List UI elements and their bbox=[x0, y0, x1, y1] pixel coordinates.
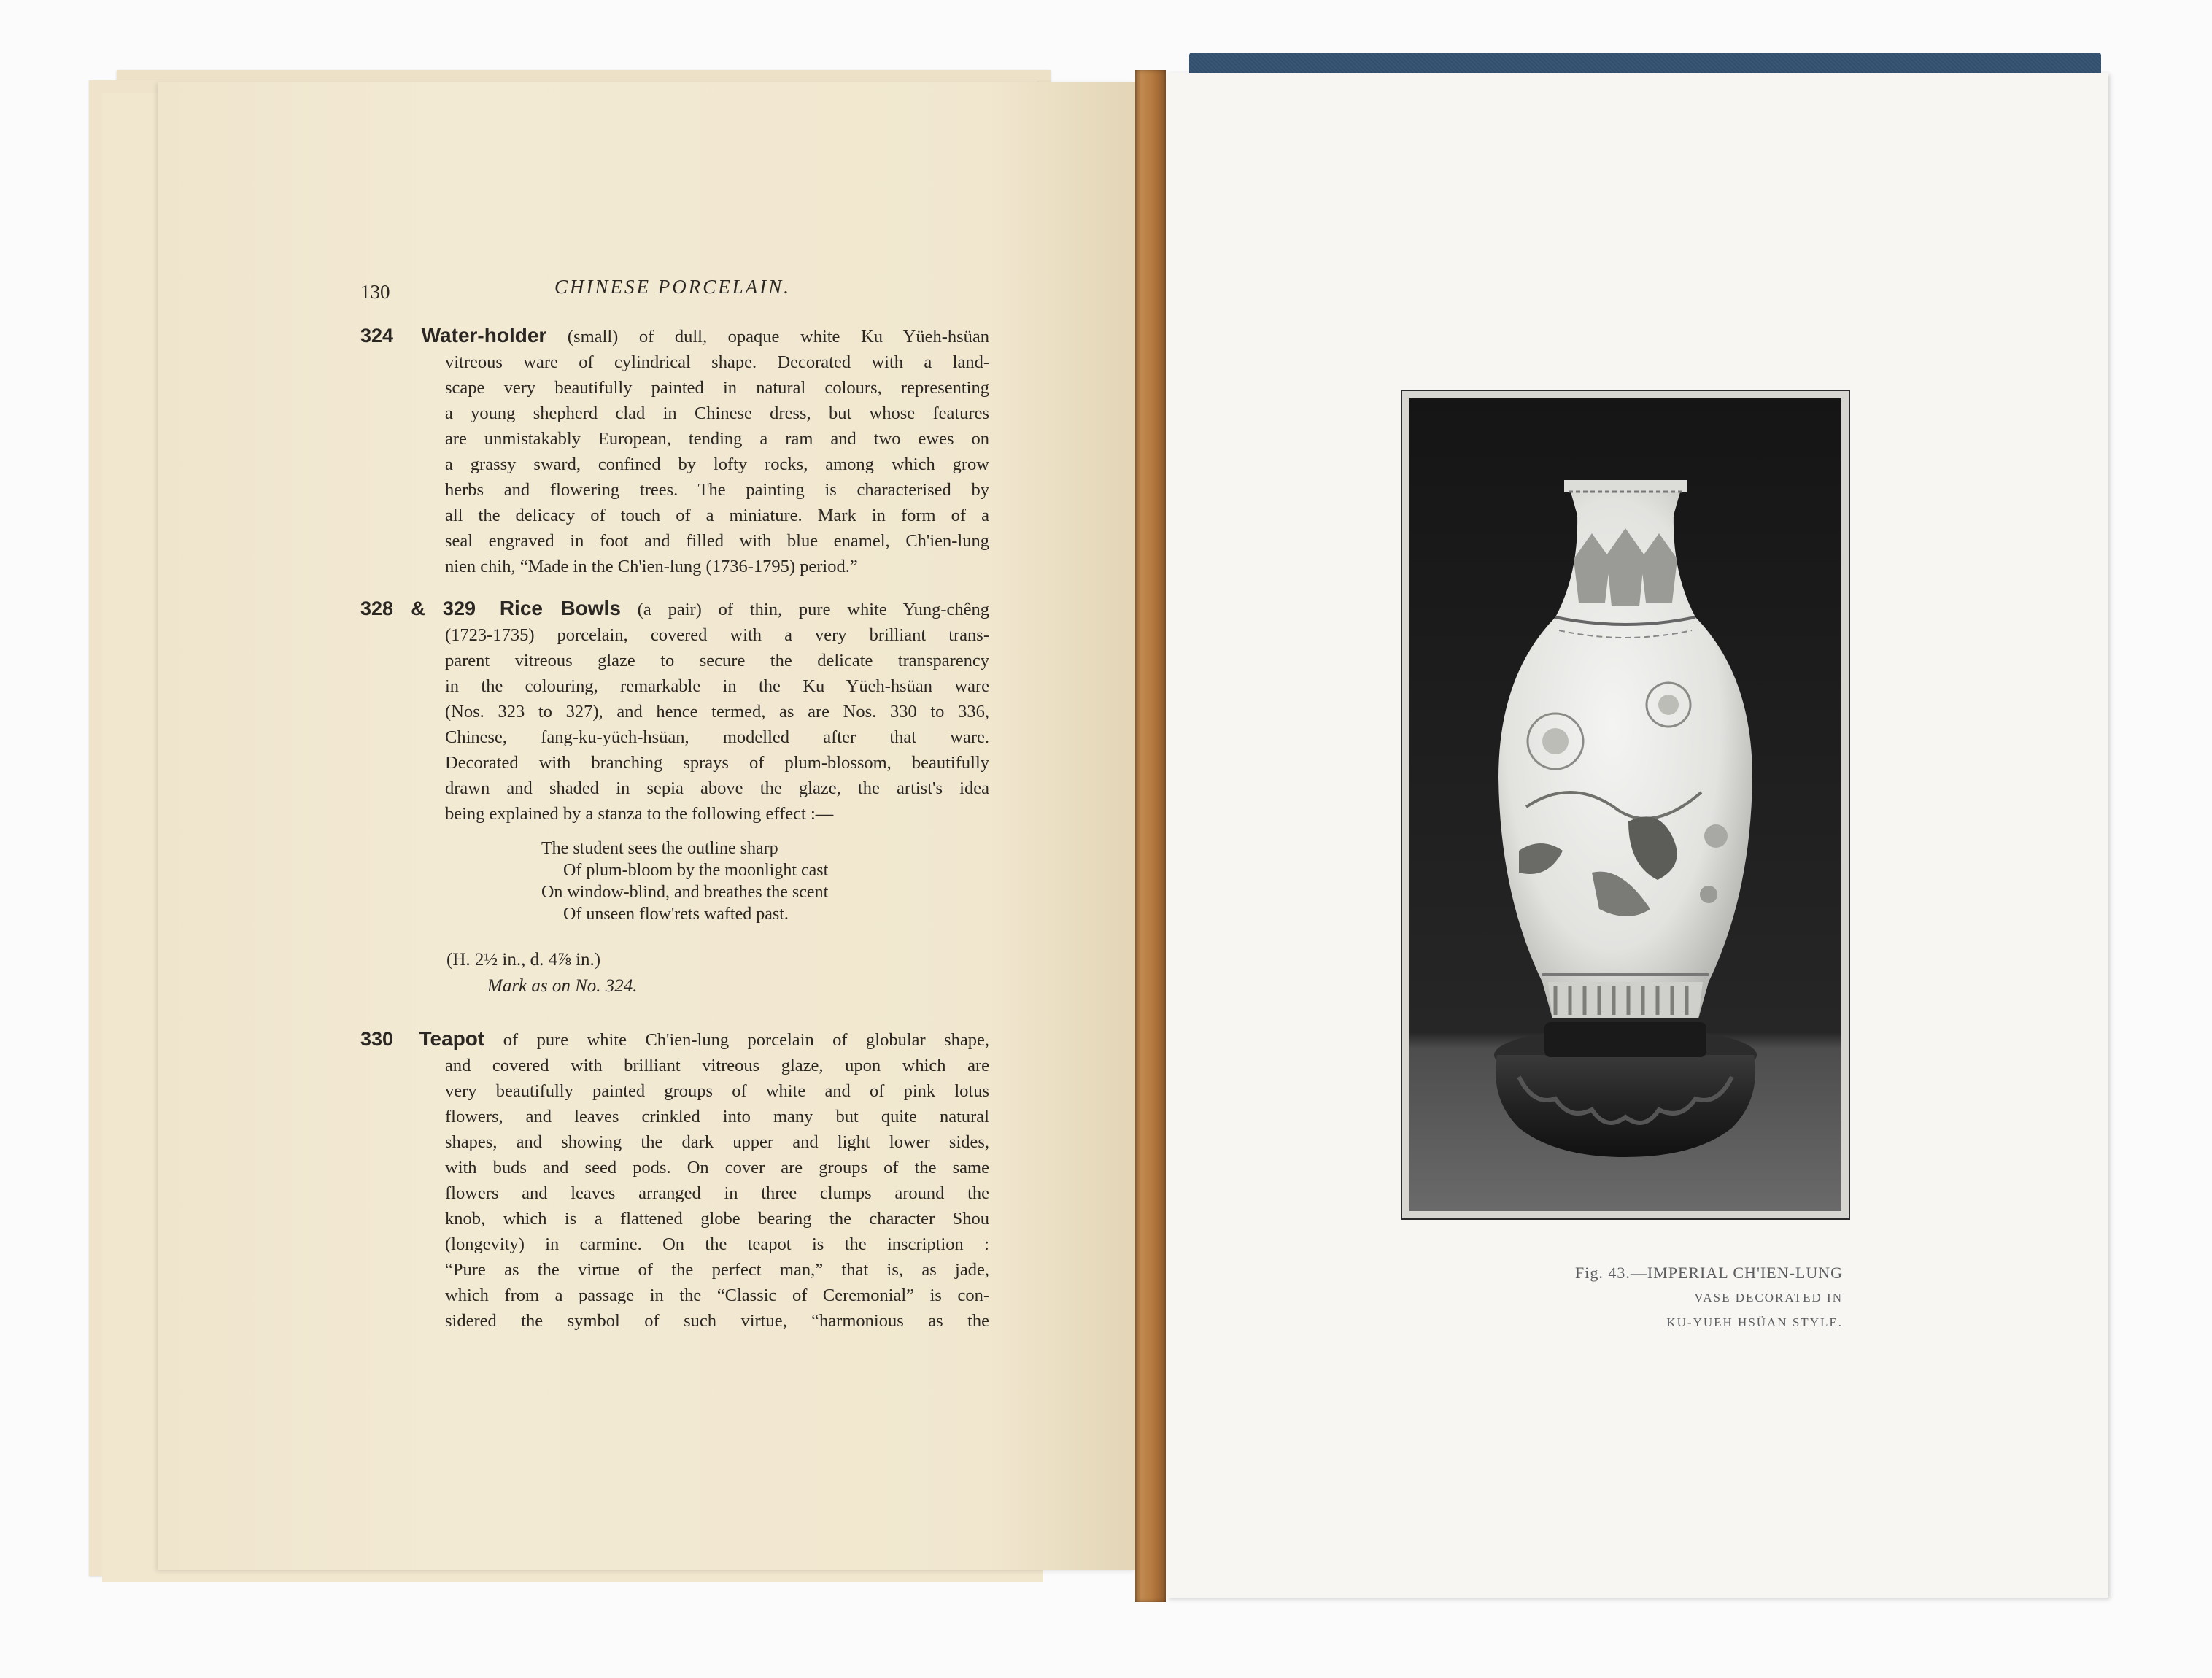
entry-line: sidered the symbol of such virtue, “harmonious as the bbox=[445, 1311, 989, 1331]
book-spine bbox=[1135, 70, 1166, 1602]
entry-line: shapes, and showing the dark upper and light lower sides, bbox=[445, 1132, 989, 1152]
entry-line: flowers, and leaves crinkled into many but quite natural bbox=[445, 1107, 989, 1126]
entry-number: 330 bbox=[360, 1028, 394, 1050]
entry-line: herbs and flowering trees. The painting is characterised by bbox=[445, 480, 989, 500]
entry-line: parent vitreous glaze to secure the delicate transparency bbox=[445, 651, 989, 670]
poem-line: On window-blind, and breathes the scent bbox=[541, 883, 829, 902]
entry-line: “Pure as the virtue of the perfect man,” that is, as jade, bbox=[445, 1260, 989, 1280]
dimensions-note bbox=[446, 947, 638, 1000]
entry-title: Teapot bbox=[419, 1027, 485, 1050]
entry-line: (1723-1735) porcelain, covered with a very brilliant trans- bbox=[445, 625, 989, 645]
catalog-entry bbox=[360, 322, 989, 579]
poem-line: Of unseen flow'rets wafted past. bbox=[563, 905, 789, 924]
poem-line: Of plum-bloom by the moonlight cast bbox=[563, 861, 829, 880]
entry-line: vitreous ware of cylindrical shape. Decorated with a land- bbox=[445, 352, 989, 372]
figure-caption bbox=[1575, 1261, 1843, 1335]
entry-line: a grassy sward, confined by lofty rocks, among which grow bbox=[445, 455, 989, 474]
poem-stanza bbox=[541, 838, 828, 925]
catalog-entry bbox=[360, 595, 989, 827]
entry-line: are unmistakably European, tending a ram and two ewes on bbox=[445, 429, 989, 449]
entry-line: scape very beautifully painted in natural colours, representing bbox=[445, 378, 989, 398]
entry-line: (longevity) in carmine. On the teapot is the inscription : bbox=[445, 1234, 989, 1254]
entry-line: very beautifully painted groups of white and of pink lotus bbox=[445, 1081, 989, 1101]
running-head: CHINESE PORCELAIN. bbox=[554, 276, 791, 298]
entry-text: (a pair) of thin, pure white Yung-chêng bbox=[637, 600, 990, 619]
vase-stand bbox=[1494, 1022, 1757, 1157]
poem-line: The student sees the outline sharp bbox=[541, 839, 778, 858]
page-number: 130 bbox=[360, 281, 390, 303]
vase-photo bbox=[1409, 398, 1841, 1211]
entry-line: (Nos. 323 to 327), and hence termed, as are Nos. 330 to 336, bbox=[445, 702, 989, 722]
mark-note: Mark as on No. 324. bbox=[487, 976, 638, 996]
caption-line: VASE DECORATED IN bbox=[1694, 1291, 1843, 1304]
plate-photograph bbox=[1401, 390, 1850, 1220]
entry-title: Rice Bowls bbox=[499, 597, 621, 619]
entry-line: a young shepherd clad in Chinese dress, but whose features bbox=[445, 403, 989, 423]
entry-line: all the delicacy of touch of a miniature. Mark in form of a bbox=[445, 506, 989, 525]
entry-line: flowers and leaves arranged in three clumps around the bbox=[445, 1183, 989, 1203]
entry-line: drawn and shaded in sepia above the glaze, the artist's idea bbox=[445, 778, 989, 798]
entry-line bbox=[360, 595, 989, 622]
entry-line bbox=[360, 322, 989, 349]
entry-line: being explained by a stanza to the following effect :— bbox=[445, 804, 834, 824]
entry-line: Decorated with branching sprays of plum-blossom, beautifully bbox=[445, 753, 989, 773]
entry-number: 328 & 329 bbox=[360, 598, 476, 619]
entry-line: knob, which is a flattened globe bearing the character Shou bbox=[445, 1209, 989, 1229]
entry-line: which from a passage in the “Classic of Ceremonial” is con- bbox=[445, 1285, 989, 1305]
entry-line: Chinese, fang-ku-yüeh-hsüan, modelled after that ware. bbox=[445, 727, 989, 747]
entry-line bbox=[360, 1026, 989, 1053]
entry-line: with buds and seed pods. On cover are groups of the same bbox=[445, 1158, 989, 1178]
entry-number: 324 bbox=[360, 325, 394, 347]
entry-title: Water-holder bbox=[421, 324, 547, 347]
entry-line: nien chih, “Made in the Ch'ien-lung (1736-1795) period.” bbox=[445, 557, 858, 576]
dimensions: (H. 2½ in., d. 4⅞ in.) bbox=[446, 950, 601, 970]
entry-line: in the colouring, remarkable in the Ku Yüeh-hsüan ware bbox=[445, 676, 989, 696]
entry-text: of pure white Ch'ien-lung porcelain of globular shape, bbox=[503, 1030, 990, 1050]
caption-line: KU-YUEH HSÜAN STYLE. bbox=[1666, 1315, 1843, 1329]
entry-line: seal engraved in foot and filled with blue enamel, Ch'ien-lung bbox=[445, 531, 989, 551]
caption-line: Fig. 43.—IMPERIAL CH'IEN-LUNG bbox=[1574, 1264, 1843, 1282]
catalog-entry bbox=[360, 1026, 989, 1334]
entry-line: and covered with brilliant vitreous glaze, upon which are bbox=[445, 1056, 989, 1075]
entry-text: (small) of dull, opaque white Ku Yüeh-hsüan bbox=[567, 327, 990, 347]
